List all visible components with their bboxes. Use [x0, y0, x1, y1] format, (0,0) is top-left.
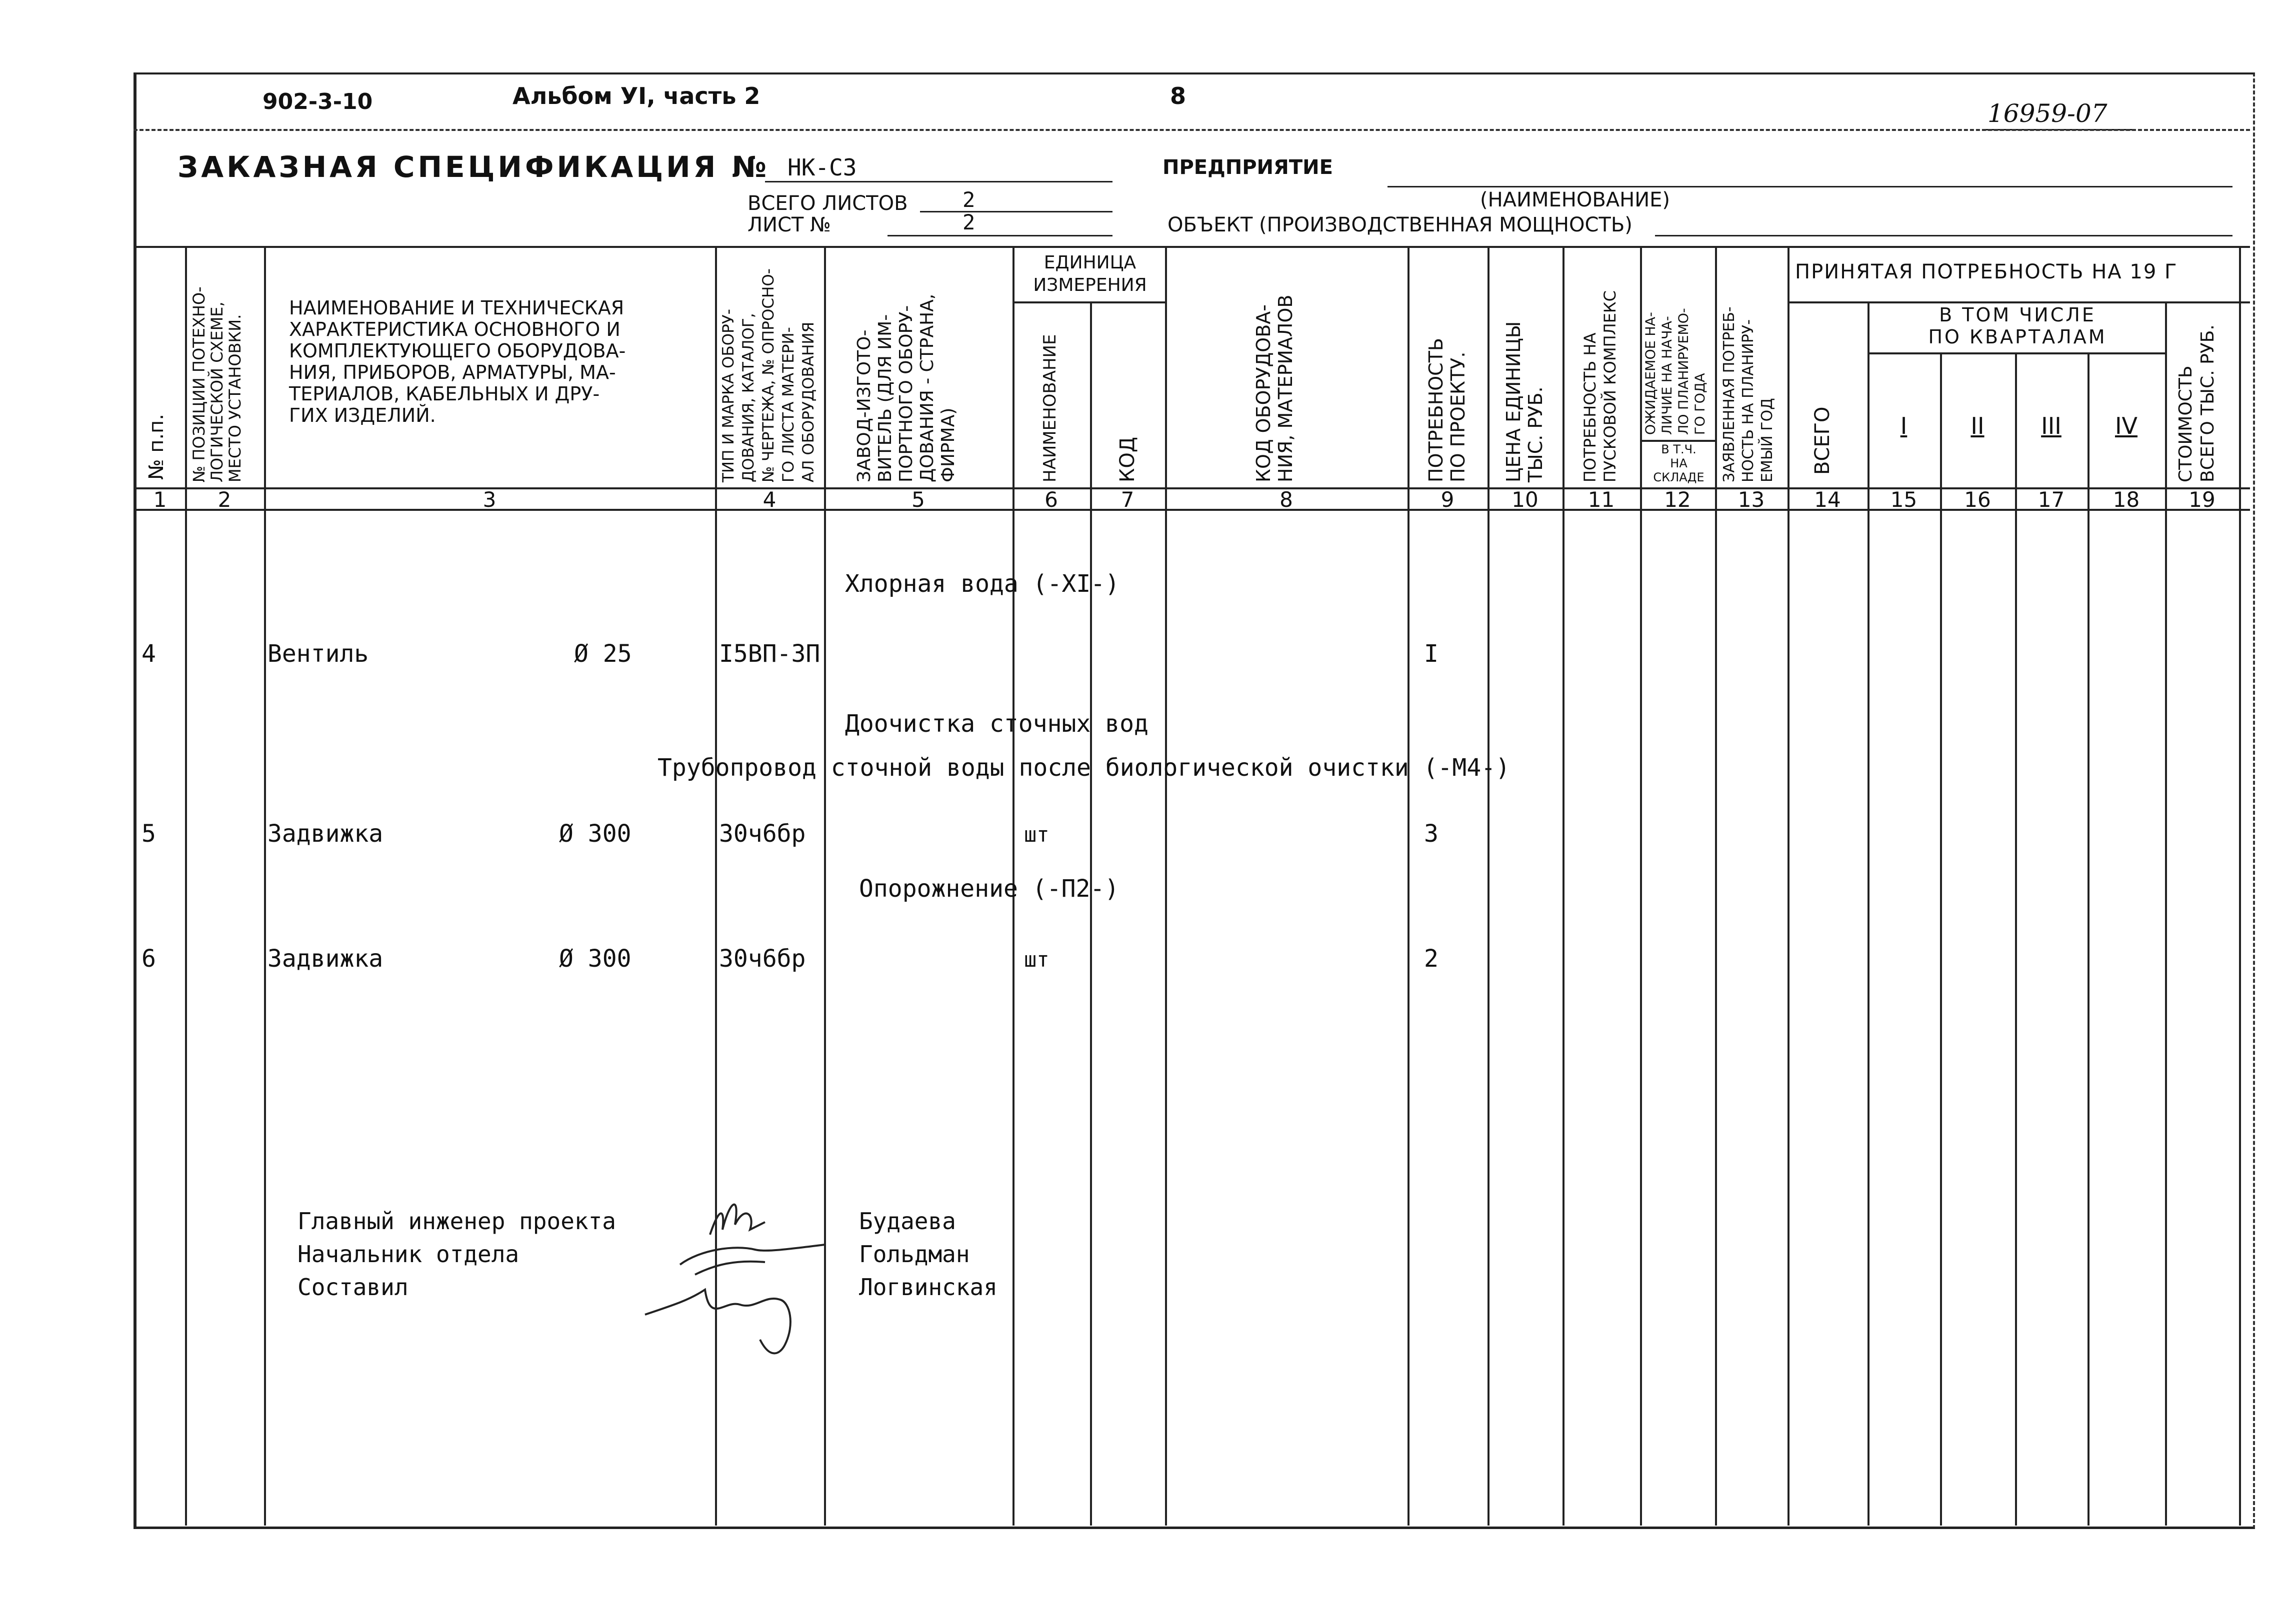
col5-header-line: ЗАВОД-ИЗГОТО-	[854, 329, 874, 482]
page-number: 8	[1170, 82, 1186, 109]
col3-header-line: ТЕРИАЛОВ, КАБЕЛЬНЫХ И ДРУ-	[289, 383, 600, 405]
col-divider-10	[1562, 246, 1564, 1526]
col-number: 12	[1664, 487, 1691, 512]
sheet-no-label: ЛИСТ №	[748, 213, 831, 236]
col2-header	[190, 286, 244, 482]
col8-header-line: КОД ОБОРУДОВА-	[1252, 304, 1274, 482]
col12-header-line: ГО ГОДА	[1692, 373, 1708, 435]
accepted-group-header: ПРИНЯТАЯ ПОТРЕБНОСТЬ НА 19 Г	[1795, 260, 2178, 283]
col4-header-line: АЛ ОБОРУДОВАНИЯ	[800, 321, 818, 482]
col-divider-19	[2239, 246, 2241, 1526]
col-number: 18	[2112, 487, 2140, 512]
quarters-group-header	[1872, 304, 2162, 348]
col9-header-line: ПО ПРОЕКТУ.	[1447, 351, 1469, 482]
section-heading: Трубопровод сточной воды после биологической очистки (-М4-)	[658, 754, 1510, 782]
col11-header	[1580, 290, 1620, 482]
col12-header-line: ЛИЧИЕ НА НАЧА-	[1660, 316, 1675, 435]
section-heading: Доочистка сточных вод	[845, 710, 1148, 738]
item-quantity: 3	[1424, 820, 1438, 848]
col-divider-15	[1940, 352, 1942, 1526]
col-divider-14	[1868, 301, 1870, 1526]
col-number: 9	[1440, 487, 1454, 512]
col19-header-line: СТОИМОСТЬ	[2176, 365, 2196, 482]
enterprise-underline	[1388, 186, 2232, 187]
col2-header-line: № ПОЗИЦИИ ПОТЕХНО-	[190, 286, 208, 482]
top-strip-divider	[134, 129, 2250, 131]
item-diameter: Ø 25	[574, 640, 632, 668]
row-number: 4	[142, 640, 156, 668]
sheet-frame	[134, 72, 2255, 1529]
col-divider-1	[185, 246, 187, 1526]
col12-sub-line: НА	[1670, 456, 1688, 470]
col-divider-6	[1090, 301, 1092, 1526]
signature-name: Гольдман	[859, 1241, 970, 1268]
col13-header	[1720, 306, 1777, 482]
signature-name: Будаева	[859, 1208, 956, 1235]
col9-header	[1425, 338, 1469, 482]
col-number: 3	[482, 487, 496, 512]
unit-group-line	[1012, 301, 1165, 303]
col-number: 14	[1814, 487, 1841, 512]
col3-header-line: НИЯ, ПРИБОРОВ, АРМАТУРЫ, МА-	[289, 361, 616, 383]
col-number: 19	[2188, 487, 2216, 512]
handwritten-signatures	[635, 1175, 835, 1375]
document-code: 902-3-10	[262, 89, 373, 114]
col-divider-16	[2015, 352, 2017, 1526]
c12-split-line	[1640, 440, 1715, 442]
col12-header-line: ОЖИДАЕМОЕ НА-	[1643, 312, 1658, 435]
col2-header-line: ЛОГИЧЕСКОЙ СХЕМЕ,	[208, 301, 226, 482]
col-number: 15	[1890, 487, 1918, 512]
col-number: 5	[912, 487, 925, 512]
item-name: Вентиль	[268, 640, 369, 668]
col3-header-line: ХАРАКТЕРИСТИКА ОСНОВНОГО И	[289, 318, 620, 340]
col4-header-line: ГО ЛИСТА МАТЕРИ-	[780, 327, 798, 482]
col-divider-12	[1715, 246, 1717, 1526]
col17-header: III	[2041, 412, 2062, 439]
sheet-no-underline	[888, 235, 1112, 236]
col13-header-line: НОСТЬ НА ПЛАНИРУ-	[1740, 319, 1757, 482]
signature-role: Начальник отдела	[298, 1241, 520, 1268]
col15-header: I	[1900, 412, 1908, 439]
col-number: 10	[1512, 487, 1538, 512]
col12-sub-line: СКЛАДЕ	[1653, 470, 1704, 484]
col2-header-line: МЕСТО УСТАНОВКИ.	[226, 314, 244, 482]
item-diameter: Ø 300	[559, 820, 632, 848]
signature-name: Логвинская	[859, 1274, 998, 1301]
sheets-total-value: 2	[962, 187, 976, 212]
sheets-total-label: ВСЕГО ЛИСТОВ	[748, 192, 908, 215]
col-number: 1	[153, 487, 167, 512]
spec-title: ЗАКАЗНАЯ СПЕЦИФИКАЦИЯ №	[178, 150, 770, 184]
col-number: 17	[2038, 487, 2065, 512]
quarters-group-line: ПО КВАРТАЛАМ	[1928, 326, 2107, 348]
col13-header-line: ЗАЯВЛЕННАЯ ПОТРЕБ-	[1720, 306, 1738, 482]
signature-names	[859, 1205, 998, 1304]
col-divider-9	[1488, 246, 1490, 1526]
col-number: 8	[1280, 487, 1293, 512]
col6-header: НАИМЕНОВАНИЕ	[1040, 334, 1060, 482]
col-divider-8	[1408, 246, 1410, 1526]
object-underline	[1655, 235, 2232, 236]
col12-header	[1642, 308, 1708, 435]
item-mark: 30ч6бр	[719, 820, 806, 848]
col4-header-line: ДОВАНИЯ, КАТАЛОГ,	[740, 313, 758, 482]
sheets-total-underline	[920, 211, 1112, 212]
col12-sub-header	[1642, 442, 1715, 484]
naming-label: (НАИМЕНОВАНИЕ)	[1480, 188, 1670, 211]
col10-header-line: ТЫС. РУБ.	[1524, 386, 1546, 482]
section-heading: Опорожнение (-П2-)	[859, 875, 1120, 903]
col13-header-line: ЕМЫЙ ГОД	[1758, 398, 1776, 482]
col-number: 2	[218, 487, 232, 512]
item-quantity: I	[1424, 640, 1438, 668]
col-number: 4	[762, 487, 776, 512]
signature-role: Главный инженер проекта	[298, 1208, 616, 1235]
col4-header-line: № ЧЕРТЕЖА, № ОПРОСНО-	[760, 268, 778, 482]
unit-group-header-line: ЕДИНИЦА	[1044, 252, 1136, 273]
object-label: ОБЪЕКТ (ПРОИЗВОДСТВЕННАЯ МОЩНОСТЬ)	[1168, 213, 1632, 236]
sheet-no-value: 2	[962, 210, 976, 234]
enterprise-label: ПРЕДПРИЯТИЕ	[1162, 156, 1333, 179]
album-label: Альбом УI, часть 2	[512, 82, 760, 109]
col7-header: КОД	[1116, 436, 1139, 482]
col1-header: № п.п.	[145, 413, 168, 480]
table-top-line	[134, 246, 2250, 248]
col8-header-line: НИЯ, МАТЕРИАЛОВ	[1274, 294, 1296, 482]
accepted-group-line	[1788, 301, 2250, 303]
col11-header-line: ПОТРЕБНОСТЬ НА	[1580, 332, 1600, 482]
col-divider-18	[2165, 301, 2167, 1526]
col8-header	[1252, 295, 1296, 482]
col5-header-line: ДОВАНИЯ - СТРАНА,	[917, 293, 938, 482]
item-name: Задвижка	[268, 820, 384, 848]
col10-header	[1502, 321, 1546, 482]
inventory-number: 16959-07	[1988, 99, 2108, 128]
col-number: 11	[1588, 487, 1615, 512]
item-mark: 30ч6бр	[719, 945, 806, 973]
col5-header-line: ФИРМА)	[938, 407, 958, 482]
col14-header: ВСЕГО	[1811, 406, 1834, 475]
col4-header-line: ТИП И МАРКА ОБОРУ-	[720, 309, 738, 482]
col3-header-line: КОМПЛЕКТУЮЩЕГО ОБОРУДОВА-	[289, 340, 626, 362]
col-number: 16	[1964, 487, 1991, 512]
item-unit: шт	[1024, 947, 1050, 972]
col-divider-13	[1788, 246, 1790, 1526]
unit-group-header-line: ИЗМЕРЕНИЯ	[1033, 275, 1147, 295]
col5-header	[854, 294, 959, 482]
signature-roles	[298, 1205, 616, 1304]
col-divider-7	[1165, 246, 1167, 1526]
row-number: 5	[142, 820, 156, 848]
col11-header-line: ПУСКОВОЙ КОМПЛЕКС	[1600, 290, 1620, 482]
col18-header: IV	[2114, 412, 2138, 439]
item-unit: шт	[1024, 822, 1050, 847]
col19-header	[2175, 324, 2219, 482]
col-number: 7	[1120, 487, 1134, 512]
item-quantity: 2	[1424, 945, 1438, 973]
col9-header-line: ПОТРЕБНОСТЬ	[1425, 338, 1447, 482]
section-heading: Хлорная вода (-XI-)	[845, 570, 1120, 598]
item-name: Задвижка	[268, 945, 384, 973]
item-mark: I5ВП-3П	[719, 640, 820, 668]
col3-header-line: ГИХ ИЗДЕЛИЙ.	[289, 404, 436, 426]
col-divider-11	[1640, 246, 1642, 1526]
col-divider-17	[2088, 352, 2090, 1526]
col12-sub-line: В Т.Ч.	[1661, 442, 1696, 456]
col5-header-line: ВИТЕЛЬ (ДЛЯ ИМ-	[875, 314, 896, 482]
col-number: 13	[1738, 487, 1765, 512]
signature-role: Составил	[298, 1274, 408, 1301]
spec-number: НК-С3	[788, 154, 857, 181]
unit-group-header	[1018, 251, 1162, 296]
col5-header-line: ПОРТНОГО ОБОРУ-	[896, 305, 916, 482]
quarters-group-line: В ТОМ ЧИСЛЕ	[1939, 304, 2096, 326]
col3-header-line: НАИМЕНОВАНИЕ И ТЕХНИЧЕСКАЯ	[289, 297, 624, 319]
col4-header	[718, 268, 818, 482]
col3-header	[289, 297, 626, 426]
item-diameter: Ø 300	[559, 945, 632, 973]
col16-header: II	[1970, 412, 1984, 439]
col12-header-line: ЛО ПЛАНИРУЕМО-	[1676, 308, 1692, 435]
col-number: 6	[1044, 487, 1058, 512]
col10-header-line: ЦЕНА ЕДИНИЦЫ	[1502, 321, 1524, 482]
spec-number-underline	[765, 181, 1112, 182]
row-number: 6	[142, 945, 156, 973]
col-divider-2	[264, 246, 266, 1526]
col19-header-line: ВСЕГО ТЫС. РУБ.	[2198, 324, 2218, 482]
